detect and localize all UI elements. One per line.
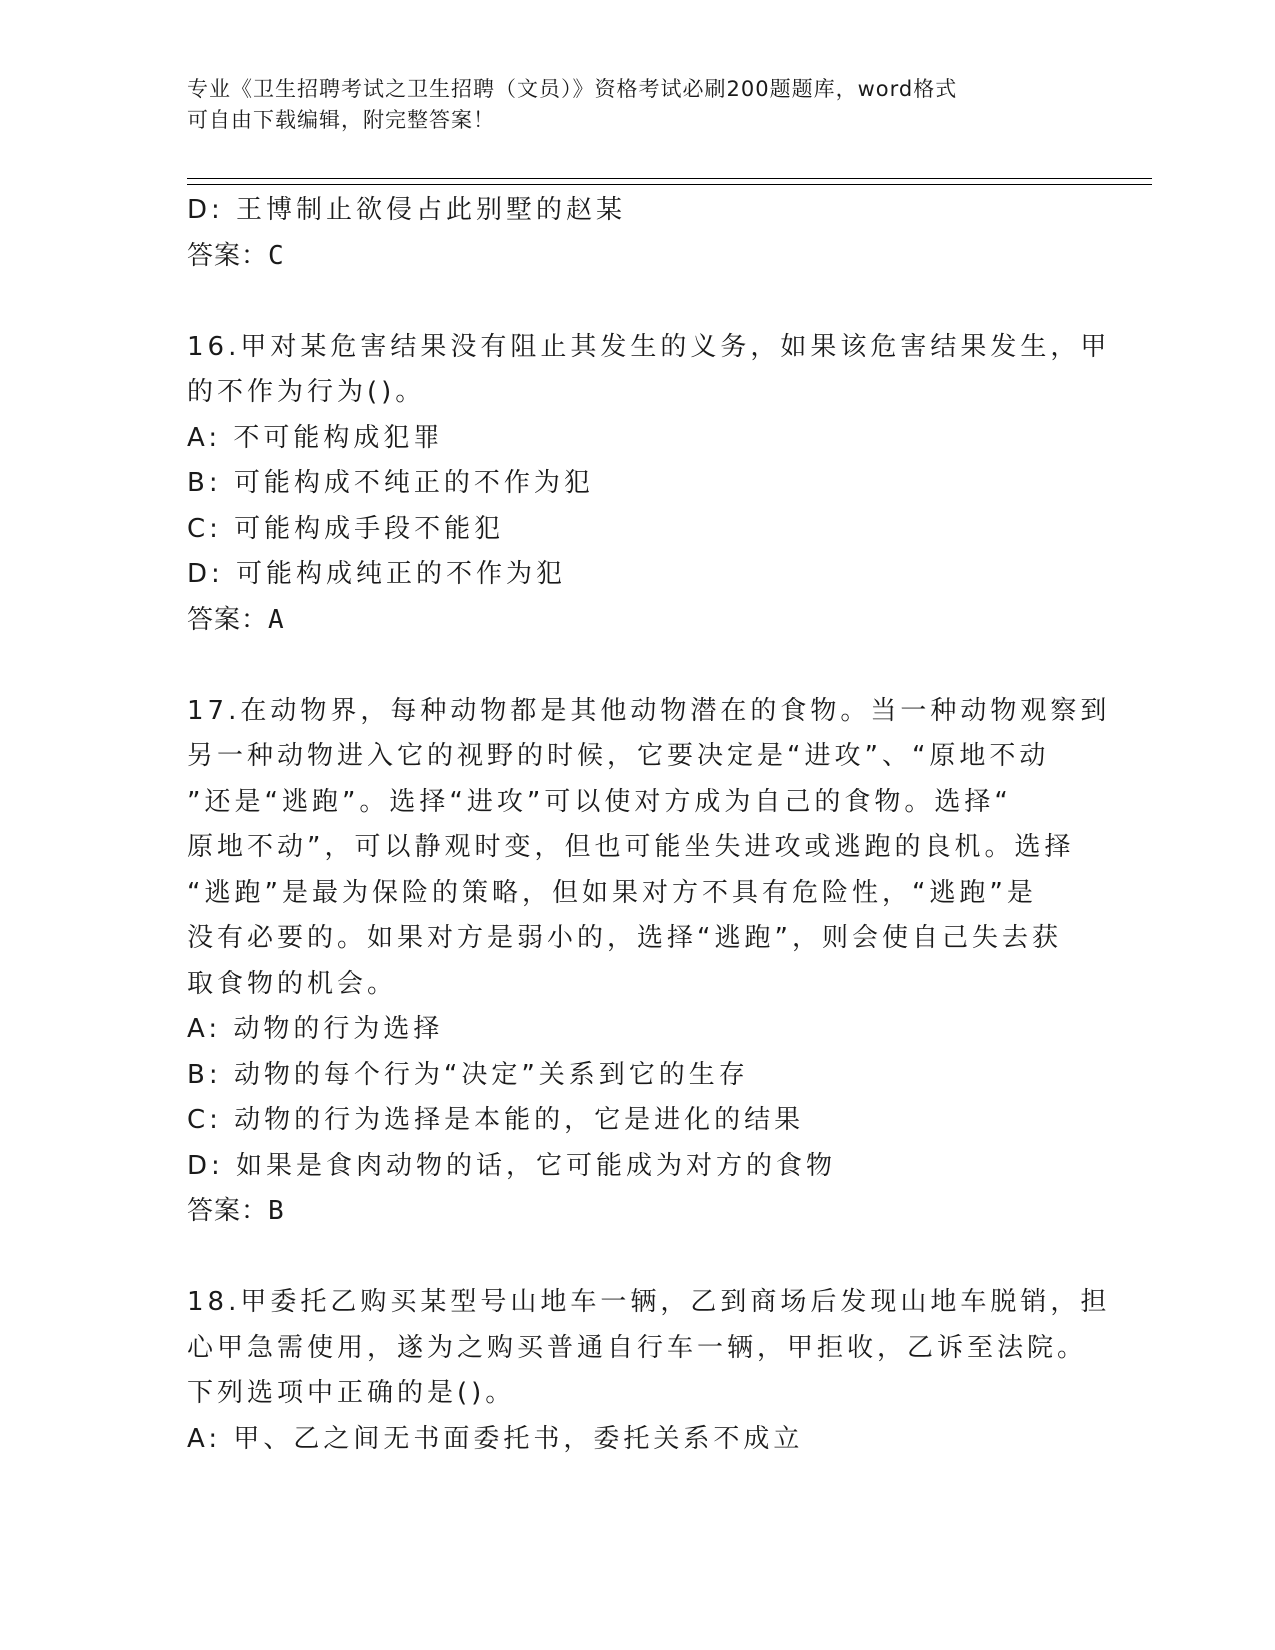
carryover-answer: 答案：C [187, 240, 285, 271]
option-c: C: 可能构成手段不能犯 [187, 513, 505, 544]
answer: 答案：B [187, 1196, 285, 1226]
option-d: D: 如果是食肉动物的话，它可能成为对方的食物 [187, 1150, 837, 1181]
question-stem-line: 取食物的机会。 [187, 968, 398, 999]
option-a: A: 不可能构成犯罪 [187, 422, 444, 453]
option-a: A: 动物的行为选择 [187, 1014, 444, 1044]
option-a: A: 甲、乙之间无书面委托书，委托关系不成立 [187, 1423, 804, 1454]
option-b: B: 可能构成不纯正的不作为犯 [187, 468, 594, 498]
question-stem-line: 16.甲对某危害结果没有阻止其发生的义务，如果该危害结果发生，甲 [187, 331, 1111, 362]
question-18 [187, 1280, 1111, 1462]
question-stem-line: “逃跑”是最为保险的策略，但如果对方不具有危险性，“逃跑”是 [187, 877, 1037, 908]
spacer [187, 279, 1087, 325]
question-stem-line: 没有必要的。如果对方是弱小的，选择“逃跑”，则会使自己失去获 [187, 923, 1062, 953]
question-stem-line: 18.甲委托乙购买某型号山地车一辆，乙到商场后发现山地车脱销，担 [187, 1287, 1111, 1317]
page-header [187, 74, 1067, 136]
question-17 [187, 689, 1111, 1235]
question-16 [187, 325, 1111, 644]
option-b: B: 动物的每个行为“决定”关系到它的生存 [187, 1059, 749, 1090]
document-body [187, 188, 1111, 1462]
spacer [187, 643, 1087, 689]
question-stem-line: 的不作为行为()。 [187, 377, 426, 407]
option-d: D: 可能构成纯正的不作为犯 [187, 559, 567, 589]
spacer [187, 1235, 1087, 1281]
header-divider-bottom [187, 184, 1152, 185]
question-stem-line: 另一种动物进入它的视野的时候，它要决定是“进攻”、“原地不动 [187, 741, 1050, 771]
question-stem-line: ”还是“逃跑”。选择“进攻”可以使对方成为自己的食物。选择“ [187, 786, 1012, 817]
carryover-option-d: D: 王博制止欲侵占此别墅的赵某 [187, 195, 627, 225]
question-stem-line: 17.在动物界，每种动物都是其他动物潜在的食物。当一种动物观察到 [187, 695, 1111, 726]
header-title-line1: 专业《卫生招聘考试之卫生招聘（文员）》资格考试必刷200题题库，word格式 [187, 77, 958, 101]
header-title-line2: 可自由下载编辑，附完整答案！ [187, 108, 495, 132]
question-stem-line: 原地不动”，可以静观时变，但也可能坐失进攻或逃跑的良机。选择 [187, 832, 1075, 862]
question-stem-line: 下列选项中正确的是()。 [187, 1378, 516, 1408]
answer: 答案：A [187, 604, 285, 635]
question-stem-line: 心甲急需使用，遂为之购买普通自行车一辆，甲拒收，乙诉至法院。 [187, 1332, 1088, 1363]
header-divider-top [187, 178, 1152, 179]
option-c: C: 动物的行为选择是本能的，它是进化的结果 [187, 1105, 805, 1135]
